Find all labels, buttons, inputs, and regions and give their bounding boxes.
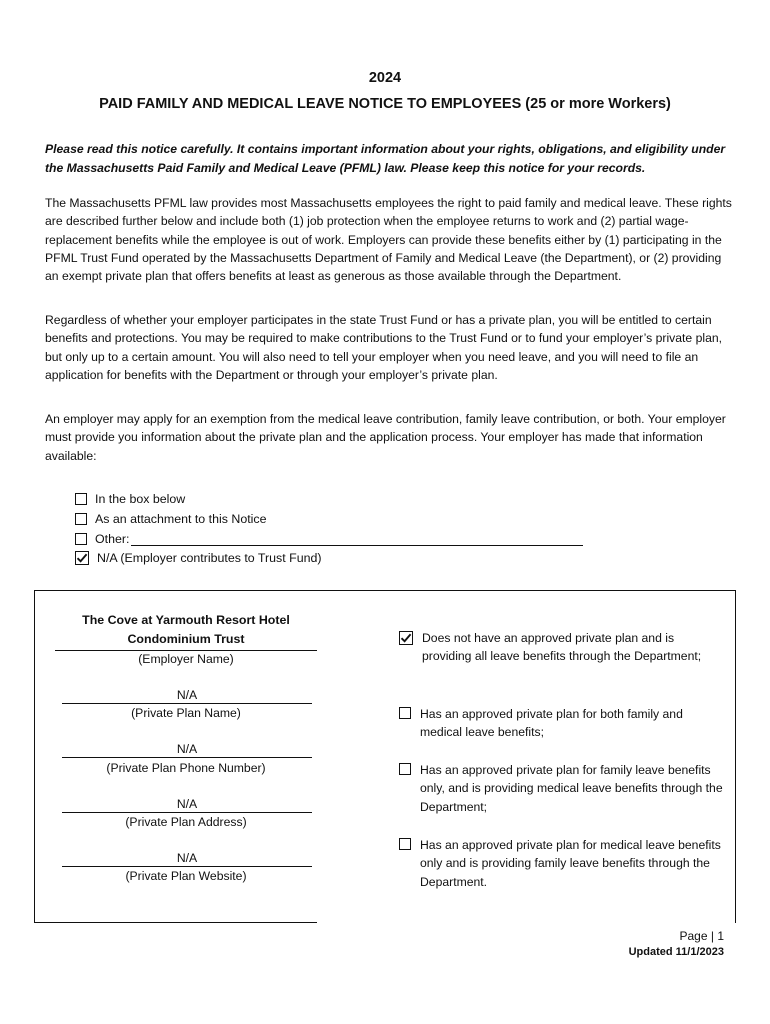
private-plan-address-caption: (Private Plan Address) bbox=[125, 815, 247, 829]
page-number: 1 bbox=[717, 929, 724, 943]
private-plan-phone-caption: (Private Plan Phone Number) bbox=[106, 761, 266, 775]
private-plan-name-field[interactable]: N/A bbox=[62, 688, 312, 704]
private-plan-phone-field[interactable]: N/A bbox=[62, 742, 312, 758]
status-no-private-plan[interactable] bbox=[399, 629, 724, 666]
checkbox-empty-icon[interactable] bbox=[75, 513, 87, 525]
checkbox-empty-icon[interactable] bbox=[399, 763, 411, 775]
page-indicator bbox=[679, 929, 724, 943]
checkbox-empty-icon[interactable] bbox=[399, 707, 411, 719]
option-attachment[interactable] bbox=[75, 512, 267, 526]
paragraph-pfml-overview: The Massachusetts PFML law provides most Massachusetts employees the right to paid family and medical leave. These rights are described further below and include both (1) job protection when the employee returns to work and (2) partial wage-replacement benefits while the employee is out of work. Employers can provide these benefits either by (1) participating in the PFML Trust Fund operated by the Massachusetts Department of Family and Medical Leave (the Department), or (2) providing an exempt private plan that offers benefits at least as generous as those available through the Department. bbox=[45, 196, 732, 284]
option-label: In the box below bbox=[95, 492, 186, 506]
checkbox-empty-icon[interactable] bbox=[75, 493, 87, 505]
option-na-trust-fund[interactable] bbox=[75, 551, 322, 565]
private-plan-address-field[interactable]: N/A bbox=[62, 797, 312, 813]
private-plan-website-field[interactable]: N/A bbox=[62, 851, 312, 867]
option-in-box-below[interactable] bbox=[75, 492, 185, 506]
intro-notice: Please read this notice carefully. It contains important information about your rights, obligations, and eligibility under the Massachusetts Paid Family and Medical Leave (PFML) law. Please keep this notice for your records. bbox=[45, 142, 726, 175]
page-label: Page | bbox=[679, 929, 714, 943]
paragraph-entitlements: Regardless of whether your employer participates in the state Trust Fund or has a private plan, you will be entitled to certain benefits and protections. You may be required to make contributions to the Trust Fund or to fund your employer’s private plan, but only up to a certain amount. You will also need to tell your employer when you need leave, and you will need to file an application for benefits with the Department or through your employer’s private plan. bbox=[45, 313, 723, 382]
employer-name-line1: The Cove at Yarmouth Resort Hotel bbox=[82, 613, 290, 627]
notice-title: PAID FAMILY AND MEDICAL LEAVE NOTICE TO EMPLOYEES (25 or more Workers) bbox=[99, 96, 671, 112]
other-blank-line[interactable] bbox=[131, 533, 583, 546]
updated-date: Updated 11/1/2023 bbox=[628, 946, 724, 958]
option-label: As an attachment to this Notice bbox=[95, 512, 267, 526]
private-plan-website-caption: (Private Plan Website) bbox=[125, 869, 247, 883]
option-label: Other: bbox=[95, 532, 130, 546]
box-bottom-border bbox=[34, 922, 317, 923]
status-private-plan-family-only[interactable] bbox=[399, 761, 724, 816]
checkbox-empty-icon[interactable] bbox=[399, 838, 411, 850]
status-label: Has an approved private plan for medical leave benefits only and is providing family leave benefits through the Department. bbox=[420, 838, 721, 889]
status-label: Has an approved private plan for both family and medical leave benefits; bbox=[420, 707, 683, 740]
paragraph-exemption: An employer may apply for an exemption from the medical leave contribution, family leave contribution, or both. Your employer must provide you information about the private plan and the application process. Your employer has made that information available: bbox=[45, 412, 726, 463]
checkbox-checked-icon[interactable] bbox=[399, 631, 413, 645]
employer-name bbox=[55, 611, 317, 651]
status-private-plan-medical-only[interactable] bbox=[399, 836, 724, 891]
status-label: Does not have an approved private plan and is providing all leave benefits through the Department; bbox=[422, 631, 702, 664]
checkbox-checked-icon[interactable] bbox=[75, 551, 89, 565]
status-private-plan-both[interactable] bbox=[399, 705, 724, 742]
option-label: N/A (Employer contributes to Trust Fund) bbox=[97, 551, 322, 565]
employer-name-caption: (Employer Name) bbox=[138, 652, 234, 666]
option-other[interactable] bbox=[75, 532, 583, 546]
status-label: Has an approved private plan for family leave benefits only, and is providing medical leave benefits through the Department; bbox=[420, 763, 723, 814]
checkbox-empty-icon[interactable] bbox=[75, 533, 87, 545]
private-plan-name-caption: (Private Plan Name) bbox=[131, 706, 241, 720]
employer-name-line2: Condominium Trust bbox=[127, 632, 245, 646]
notice-year: 2024 bbox=[368, 70, 402, 86]
